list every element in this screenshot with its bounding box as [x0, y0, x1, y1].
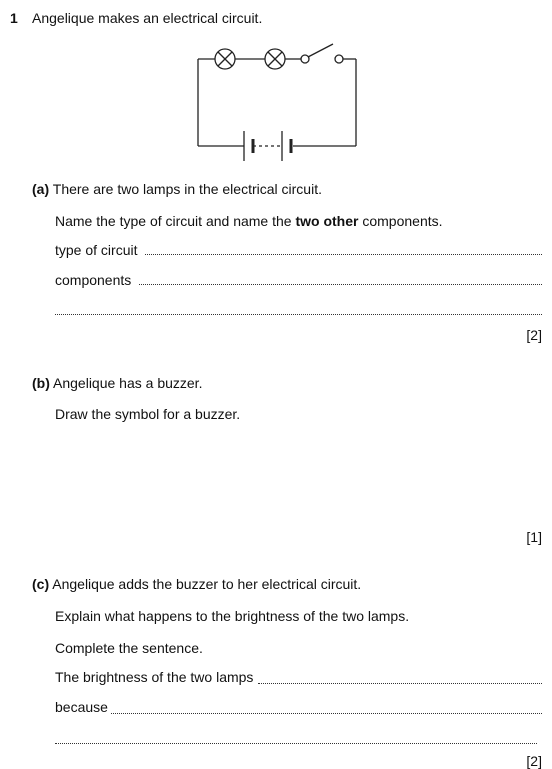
part-b-marks: [1]	[526, 529, 542, 545]
part-a-statement	[32, 181, 322, 197]
part-c-statement-text: Angelique adds the buzzer to her electrical circuit.	[52, 576, 362, 592]
part-c-instruction-2: Complete the sentence.	[55, 640, 203, 656]
lamp-2-icon	[265, 49, 285, 69]
part-b-label: (b)	[32, 375, 50, 391]
part-a-statement-text: There are two lamps in the electrical circuit.	[52, 181, 322, 197]
brightness-sentence-start: The brightness of the two lamps	[55, 669, 254, 685]
because-answer-line-2[interactable]	[55, 743, 537, 744]
part-c-label: (c)	[32, 576, 50, 592]
part-c-marks: [2]	[526, 753, 542, 769]
part-c-statement	[32, 576, 361, 592]
part-b-statement-text: Angelique has a buzzer.	[53, 375, 203, 391]
part-b-statement	[32, 375, 202, 391]
part-c-instruction: Explain what happens to the brightness of the two lamps.	[55, 608, 410, 624]
components-answer-line[interactable]	[139, 284, 542, 285]
question-number: 1	[10, 10, 18, 26]
instruction-pre: Name the type of circuit and name the	[55, 213, 296, 229]
because-answer-line[interactable]	[111, 713, 542, 714]
part-a-marks: [2]	[526, 327, 542, 343]
type-of-circuit-answer-line[interactable]	[145, 254, 542, 255]
instruction-post: components.	[358, 213, 443, 229]
part-a-instruction	[55, 213, 443, 229]
instruction-bold: two other	[295, 213, 359, 229]
buzzer-drawing-area[interactable]	[55, 430, 542, 525]
because-label: because	[55, 699, 108, 715]
components-answer-line-2[interactable]	[55, 314, 542, 315]
question-intro: Angelique makes an electrical circuit.	[32, 10, 263, 26]
switch-icon	[301, 44, 343, 63]
lamp-1-icon	[215, 49, 235, 69]
part-b-instruction: Draw the symbol for a buzzer.	[55, 406, 241, 422]
brightness-answer-line[interactable]	[258, 683, 542, 684]
part-a-label: (a)	[32, 181, 50, 197]
components-label: components	[55, 272, 132, 288]
type-of-circuit-label: type of circuit	[55, 242, 138, 258]
battery-icon	[244, 131, 291, 161]
